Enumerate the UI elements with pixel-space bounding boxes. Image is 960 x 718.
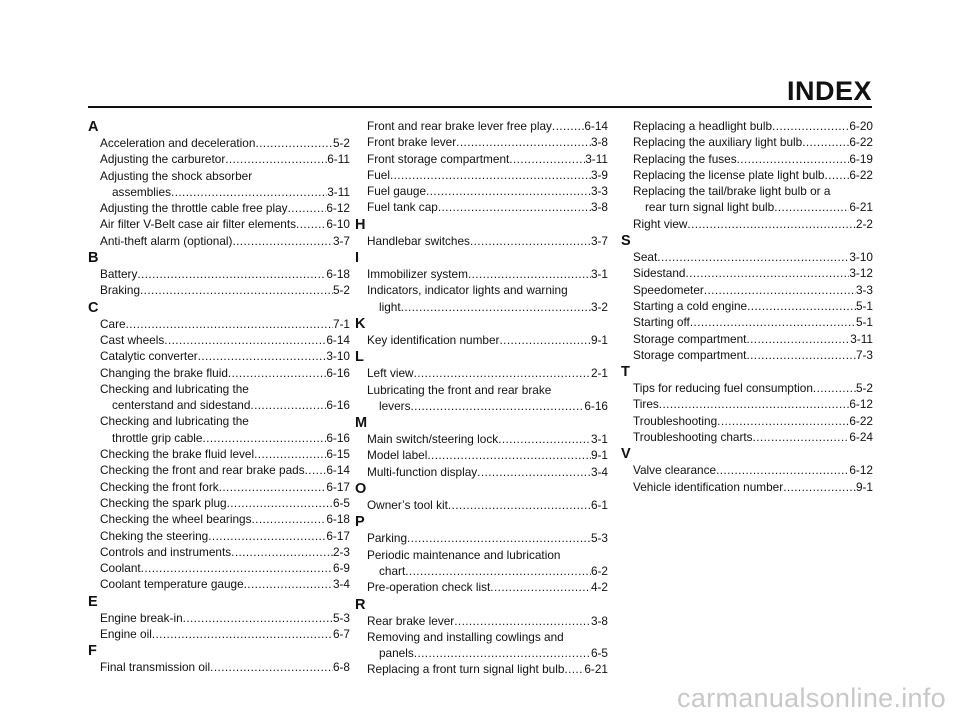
dot-leader	[687, 216, 856, 232]
index-entry-label: Air filter V-Belt case air filter elements	[100, 217, 297, 232]
index-entry-label: Model label	[367, 448, 428, 463]
index-page-number: 6-18	[326, 267, 350, 282]
index-entry-label: Engine break-in	[100, 610, 183, 625]
index-entry	[88, 446, 350, 462]
index-page-number: 6-14	[326, 332, 350, 347]
dot-leader	[210, 659, 333, 675]
index-page-number: 3-3	[855, 282, 873, 297]
dot-leader	[203, 430, 327, 446]
index-entry	[88, 528, 350, 544]
index-page-number: 5-1	[855, 315, 873, 330]
index-letter-heading: H	[355, 216, 366, 233]
index-entry	[88, 184, 350, 200]
dot-leader	[244, 576, 333, 592]
index-page-number: 6-15	[326, 447, 350, 462]
index-entry	[88, 151, 350, 167]
index-entry-label: Rear brake lever	[367, 613, 455, 628]
index-entry	[88, 348, 350, 364]
index-entry	[88, 479, 350, 495]
index-entry	[621, 216, 873, 232]
index-letter-heading: I	[355, 250, 360, 267]
index-page-number: 3-10	[326, 349, 350, 364]
index-page-number: 6-12	[849, 463, 873, 478]
dot-leader	[552, 118, 584, 134]
index-column-2	[355, 118, 608, 678]
index-page-number: 6-16	[326, 365, 350, 380]
dot-leader	[228, 365, 326, 381]
dot-leader	[137, 266, 326, 282]
index-entry	[355, 530, 608, 546]
index-page-number: 3-7	[332, 233, 350, 248]
index-page-number: 6-17	[326, 479, 350, 494]
index-entry-continuation: centerstand and sidestand	[112, 398, 251, 413]
dot-leader	[657, 249, 849, 265]
index-entry	[355, 365, 608, 381]
index-entry-label: Adjusting the throttle cable free play	[100, 201, 288, 216]
index-entry-label: Battery	[100, 267, 138, 282]
index-page-number: 3-11	[327, 184, 350, 199]
index-entry-label: Troubleshooting	[633, 413, 718, 428]
dot-leader	[498, 431, 591, 447]
index-entry	[355, 464, 608, 480]
dot-leader	[456, 134, 591, 150]
index-entry-label: Main switch/steering lock	[367, 432, 499, 447]
index-entry-label: Checking and lubricating the	[100, 381, 249, 396]
index-entry-label: Starting off	[633, 315, 690, 330]
index-letter-heading: S	[621, 233, 631, 250]
index-entry	[621, 380, 873, 396]
dot-leader	[414, 645, 591, 661]
index-entry	[621, 134, 873, 150]
index-entry-continuation: light	[379, 299, 401, 314]
index-entry-label: Front and rear brake lever free play	[367, 119, 552, 133]
index-page-number: 6-22	[849, 135, 873, 150]
index-entry	[621, 347, 873, 363]
dot-leader	[164, 332, 326, 348]
index-page-number: 7-1	[332, 316, 350, 331]
index-entry	[355, 613, 608, 629]
index-page-number: 6-22	[849, 413, 873, 428]
index-entry	[88, 332, 350, 348]
dot-leader	[477, 464, 591, 480]
index-entry-label: Checking the brake fluid level	[100, 447, 255, 462]
index-entry-label: Key identification number	[367, 332, 500, 347]
dot-leader	[468, 266, 591, 282]
dot-leader	[774, 199, 849, 215]
index-entry-label: Storage compartment	[633, 331, 747, 346]
index-entry-continuation: chart	[379, 563, 406, 578]
dot-leader	[255, 135, 333, 151]
index-entry-label: Cast wheels	[100, 332, 165, 347]
index-letter-heading: T	[621, 364, 630, 381]
index-entry-label: Multi-function display	[367, 464, 478, 479]
index-page-number: 3-1	[590, 267, 608, 282]
dot-leader	[783, 479, 856, 495]
index-page-number: 6-22	[849, 167, 873, 182]
index-entry-label: Care	[100, 316, 126, 331]
index-entry	[621, 396, 873, 412]
index-entry-label: Acceleration and deceleration	[100, 136, 256, 150]
index-letter-heading: M	[355, 415, 368, 432]
dot-leader	[401, 299, 591, 315]
dot-leader	[171, 184, 327, 200]
index-entry-continuation: panels	[379, 646, 414, 661]
dot-leader	[716, 462, 849, 478]
index-entry-label: Checking the spark plug	[100, 495, 227, 510]
index-entry	[355, 497, 608, 513]
dot-leader	[405, 563, 591, 579]
index-letter-heading: P	[355, 514, 365, 531]
index-page-number: 9-1	[590, 448, 608, 463]
index-entry-label: Braking	[100, 283, 140, 298]
index-letter-heading: F	[88, 643, 97, 660]
index-entry-label: Cheking the steering	[100, 528, 209, 543]
index-entry-label: Catalytic converter	[100, 349, 198, 364]
index-entry-label: Checking and lubricating the	[100, 414, 249, 429]
index-entry-label: Periodic maintenance and lubrication	[367, 547, 561, 562]
index-entry-label: Pre-operation check list	[367, 580, 491, 595]
index-entry	[88, 626, 350, 642]
dot-leader	[448, 497, 591, 513]
index-page-number: 2-1	[590, 366, 608, 381]
dot-leader	[746, 331, 850, 347]
index-entry	[88, 495, 350, 511]
index-page-number: 3-10	[849, 250, 873, 265]
index-page-number: 3-12	[849, 266, 873, 281]
index-entry-label: Replacing a front turn signal light bulb	[367, 662, 565, 677]
dot-leader	[288, 200, 327, 216]
index-entry-label: Right view	[633, 216, 688, 231]
index-page-number: 3-3	[590, 184, 608, 199]
index-entry	[355, 431, 608, 447]
index-entry	[88, 560, 350, 576]
dot-leader	[126, 316, 333, 332]
index-entry-label: Changing the brake fluid	[100, 365, 228, 380]
index-letter-heading: R	[355, 596, 366, 613]
index-entry-label: Checking the front and rear brake pads	[100, 463, 305, 478]
index-entry-label: Replacing the auxiliary light bulb	[633, 135, 803, 150]
index-entry	[355, 299, 608, 315]
index-entry	[88, 576, 350, 592]
index-page-number: 9-1	[590, 332, 608, 347]
index-entry-label: Lubricating the front and rear brake	[367, 382, 552, 397]
index-entry	[88, 610, 350, 626]
index-entry	[88, 462, 350, 478]
index-page-number: 5-3	[332, 610, 350, 625]
index-entry	[621, 331, 873, 347]
index-letter-heading: K	[355, 315, 366, 332]
dot-leader	[802, 134, 849, 150]
index-entry-label: Coolant	[100, 561, 141, 576]
index-page-number: 6-20	[849, 119, 873, 133]
index-entry	[355, 199, 608, 215]
index-entry-label: Final transmission oil	[100, 660, 211, 675]
index-page-number: 2-2	[855, 216, 873, 231]
dot-leader	[250, 397, 326, 413]
index-page-number: 6-24	[849, 430, 873, 445]
index-entry-label: Troubleshooting charts	[633, 430, 753, 445]
dot-leader	[753, 429, 850, 445]
index-entry	[355, 563, 608, 579]
dot-leader	[470, 233, 591, 249]
index-entry	[621, 199, 873, 215]
index-entry-continuation: rear turn signal light bulb	[645, 200, 775, 215]
dot-leader	[252, 511, 327, 527]
index-entry-label: Sidestand	[633, 266, 686, 281]
index-page-number: 6-19	[849, 151, 873, 166]
dot-leader	[825, 167, 850, 183]
index-entry-label: Fuel gauge	[367, 184, 427, 199]
dot-leader	[232, 233, 332, 249]
index-entry-label: Owner’s tool kit	[367, 498, 448, 513]
dot-leader	[454, 613, 591, 629]
index-entry	[88, 316, 350, 332]
index-page-number: 6-14	[584, 119, 608, 133]
index-page-number: 5-3	[590, 531, 608, 546]
index-entry-continuation: throttle grip cable	[112, 430, 203, 445]
index-page-number: 5-1	[855, 298, 873, 313]
index-entry	[355, 151, 608, 167]
index-page-number: 6-7	[332, 627, 350, 642]
dot-leader	[296, 216, 326, 232]
index-page-number: 6-9	[332, 561, 350, 576]
index-entry	[621, 413, 873, 429]
index-entry-label: Valve clearance	[633, 463, 717, 478]
index-entry	[88, 511, 350, 527]
dot-leader	[152, 626, 333, 642]
index-page-number: 2-3	[332, 544, 350, 559]
dot-leader	[198, 348, 327, 364]
index-column-1	[88, 118, 350, 676]
index-column-3	[621, 118, 873, 495]
dot-leader	[410, 398, 584, 414]
index-letter-heading: E	[88, 593, 98, 610]
index-page-number: 3-11	[850, 331, 873, 346]
index-letter-heading: A	[88, 119, 99, 135]
dot-leader	[737, 151, 850, 167]
index-entry	[88, 430, 350, 446]
index-entry-label: Fuel tank cap	[367, 200, 438, 215]
index-entry-label: Starting a cold engine	[633, 298, 748, 313]
index-entry-label: Anti-theft alarm (optional)	[100, 233, 233, 248]
index-entry	[621, 314, 873, 330]
dot-leader	[208, 528, 326, 544]
index-page-number: 3-8	[590, 200, 608, 215]
dot-leader	[254, 446, 326, 462]
dot-leader	[747, 298, 856, 314]
index-entry	[621, 265, 873, 281]
dot-leader	[746, 347, 856, 363]
index-page-number: 6-14	[326, 463, 350, 478]
index-entry	[621, 167, 873, 183]
index-page-number: 6-16	[326, 430, 350, 445]
dot-leader	[813, 380, 856, 396]
dot-leader	[772, 118, 849, 134]
dot-leader	[227, 495, 333, 511]
dot-leader	[564, 661, 584, 677]
index-page-number: 6-8	[332, 660, 350, 675]
dot-leader	[141, 560, 333, 576]
index-letter-heading: L	[355, 349, 364, 366]
index-letter-heading: C	[88, 299, 99, 316]
index-page-number: 6-11	[327, 152, 350, 167]
index-page-number: 6-21	[584, 662, 608, 677]
dot-leader	[225, 151, 327, 167]
dot-leader	[140, 282, 333, 298]
index-entry-label: Checking the front fork	[100, 479, 219, 494]
watermark: carmanualsonline.info	[677, 683, 946, 713]
index-page-number: 3-11	[585, 151, 608, 166]
index-entry	[621, 118, 873, 134]
index-page-number: 6-5	[332, 495, 350, 510]
index-entry-label: Handlebar switches	[367, 233, 470, 248]
index-entry-label: Speedometer	[633, 282, 704, 297]
index-entry	[88, 216, 350, 232]
index-page-number: 6-16	[584, 398, 608, 413]
title-rule	[88, 106, 872, 108]
index-entry-label: Vehicle identification number	[633, 479, 784, 494]
index-entry	[88, 233, 350, 249]
index-entry-label: Front storage compartment	[367, 151, 510, 166]
index-entry	[621, 429, 873, 445]
index-page-number: 6-10	[326, 217, 350, 232]
index-entry-label: Replacing a headlight bulb	[633, 119, 773, 133]
index-page-number: 3-9	[590, 167, 608, 182]
index-entry	[355, 266, 608, 282]
dot-leader	[407, 530, 591, 546]
dot-leader	[305, 462, 327, 478]
index-entry	[88, 659, 350, 675]
dot-leader	[499, 332, 590, 348]
index-entry-label: Removing and installing cowlings and	[367, 629, 564, 644]
index-letter-heading: B	[88, 250, 99, 267]
dot-leader	[490, 579, 591, 595]
index-page-number: 6-21	[849, 200, 873, 215]
index-entry	[355, 118, 608, 134]
dot-leader	[690, 314, 856, 330]
page-title: INDEX	[786, 76, 872, 106]
index-letter-heading: O	[355, 481, 367, 498]
index-entry-label: Storage compartment	[633, 347, 747, 362]
index-page-number: 6-1	[590, 498, 608, 513]
dot-leader	[390, 167, 591, 183]
index-entry-label: Tires	[633, 397, 659, 412]
index-page-number: 5-2	[332, 136, 350, 150]
index-page-number: 6-2	[590, 563, 608, 578]
index-page-number: 4-2	[590, 580, 608, 595]
index-entry-label: Checking the wheel bearings	[100, 512, 252, 527]
dot-leader	[509, 151, 585, 167]
index-entry	[355, 661, 608, 677]
dot-leader	[414, 365, 591, 381]
index-entry	[88, 266, 350, 282]
dot-leader	[659, 396, 850, 412]
index-entry	[355, 447, 608, 463]
index-page-number: 5-2	[332, 283, 350, 298]
index-page-number: 5-2	[855, 381, 873, 396]
index-entry	[621, 479, 873, 495]
index-entry-continuation: assemblies	[112, 184, 172, 199]
index-page-number: 3-8	[590, 135, 608, 150]
index-entry	[355, 579, 608, 595]
index-entry	[621, 151, 873, 167]
index-page-number: 3-1	[590, 432, 608, 447]
index-entry	[355, 233, 608, 249]
index-entry	[621, 462, 873, 478]
index-page-number: 3-2	[590, 299, 608, 314]
index-entry	[621, 298, 873, 314]
index-entry	[621, 249, 873, 265]
index-entry	[355, 398, 608, 414]
index-entry-label: Controls and instruments	[100, 544, 232, 559]
index-page-number: 6-17	[326, 528, 350, 543]
index-page-number: 7-3	[855, 347, 873, 362]
index-entry	[355, 134, 608, 150]
index-entry	[88, 544, 350, 560]
index-page-number: 6-12	[849, 397, 873, 412]
dot-leader	[183, 610, 333, 626]
index-entry	[88, 397, 350, 413]
dot-leader	[426, 183, 591, 199]
index-page-number: 6-12	[326, 201, 350, 216]
index-letter-heading: V	[621, 446, 631, 463]
index-page-number: 3-4	[332, 577, 350, 592]
index-entry	[355, 645, 608, 661]
index-entry-label: Tips for reducing fuel consumption	[633, 381, 813, 396]
dot-leader	[231, 544, 333, 560]
index-page-number: 3-4	[590, 464, 608, 479]
dot-leader	[704, 282, 856, 298]
index-page-number: 3-7	[590, 233, 608, 248]
index-entry-label: Seat	[633, 250, 658, 265]
index-entry	[88, 282, 350, 298]
index-page-number: 6-16	[326, 398, 350, 413]
dot-leader	[717, 413, 849, 429]
index-entry-label: Parking	[367, 531, 407, 546]
index-entry-label: Replacing the fuses	[633, 151, 737, 166]
index-entry-label: Adjusting the shock absorber	[100, 168, 253, 183]
index-entry	[88, 200, 350, 216]
dot-leader	[685, 265, 849, 281]
index-entry-label: Replacing the tail/brake light bulb or a	[633, 184, 831, 199]
dot-leader	[219, 479, 327, 495]
index-entry-label: Indicators, indicator lights and warning	[367, 283, 568, 298]
index-page-number: 6-5	[590, 646, 608, 661]
index-entry	[355, 332, 608, 348]
index-entry-label: Fuel	[367, 167, 390, 182]
index-entry	[88, 365, 350, 381]
index-entry-label: Adjusting the carburetor	[100, 152, 226, 167]
index-entry-label: Immobilizer system	[367, 267, 468, 282]
index-entry-continuation: levers	[379, 398, 411, 413]
index-page-number: 3-8	[590, 613, 608, 628]
index-entry-label: Replacing the license plate light bulb	[633, 167, 825, 182]
index-entry	[355, 167, 608, 183]
dot-leader	[438, 199, 591, 215]
index-page-number: 6-18	[326, 512, 350, 527]
index-entry-label: Front brake lever	[367, 135, 457, 150]
index-entry	[88, 135, 350, 151]
dot-leader	[427, 447, 591, 463]
index-entry-label: Left view	[367, 366, 414, 381]
index-entry-label: Coolant temperature gauge	[100, 577, 244, 592]
index-entry	[355, 183, 608, 199]
index-entry	[621, 282, 873, 298]
index-page-number: 9-1	[855, 479, 873, 494]
index-entry-label: Engine oil	[100, 627, 152, 642]
